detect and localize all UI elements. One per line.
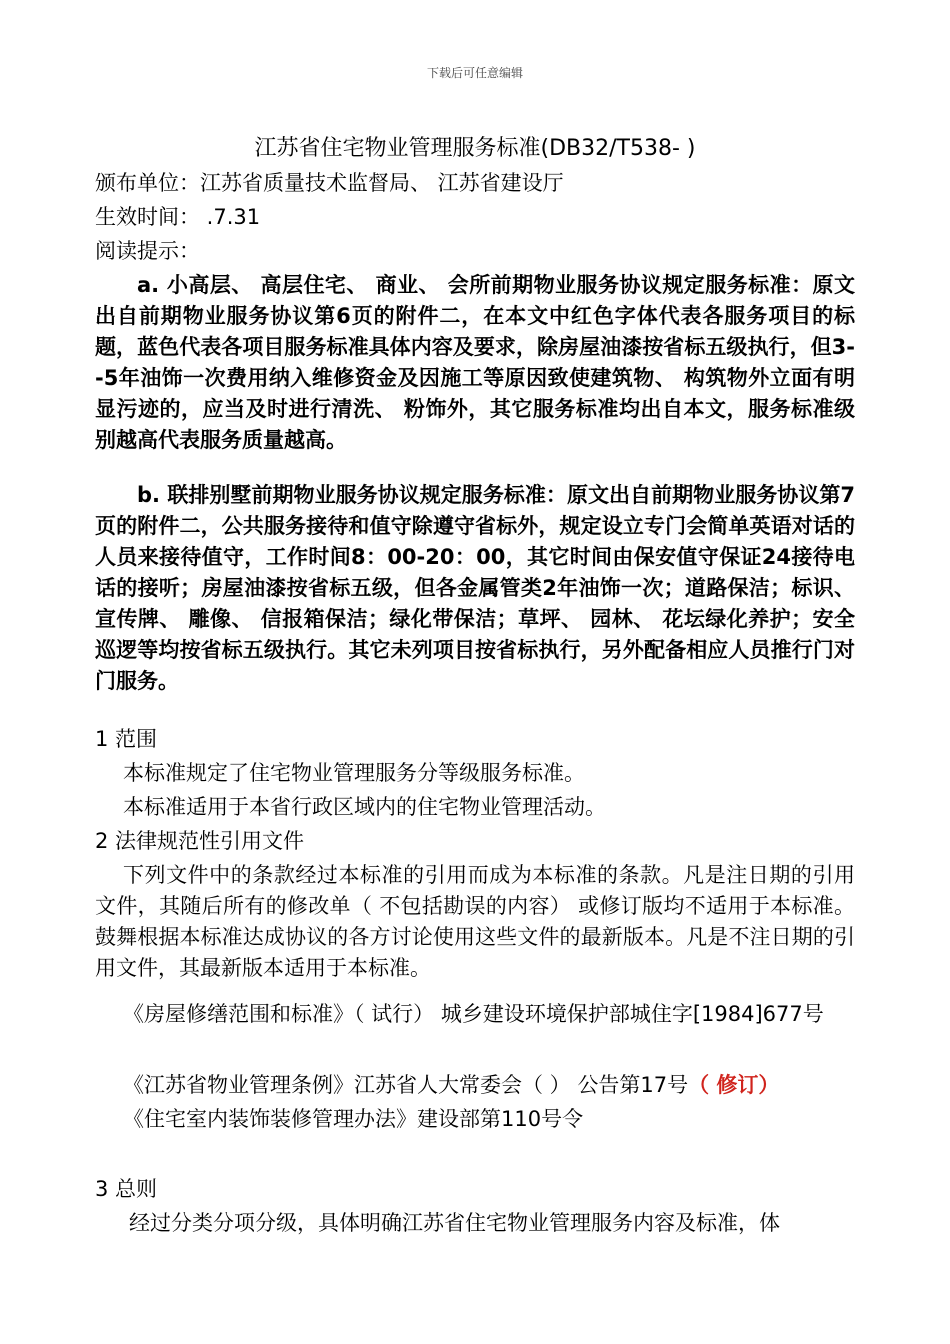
reference-3: 《住宅室内装饰装修管理办法》建设部第110号令 [123, 1107, 584, 1131]
header-note: 下载后可任意编辑 [426, 66, 523, 80]
section-2-heading: 2 法律规范性引用文件 [95, 829, 305, 853]
section-3-para: 经过分类分项分级，具体明确江苏省住宅物业管理服务内容及标准，体 [129, 1211, 780, 1235]
document-title: 江苏省住宅物业管理服务标准(DB32/T538- ) [254, 136, 696, 161]
section-2-para: 下列文件中的条款经过本标准的引用而成为本标准的条款。凡是注日期的引用文件，其随后所有的修改单（ 不包括勘误的内容） 或修订版均不适用于本标准。鼓舞根据本标准达成协议的各方讨论使用这些文件的最新版本。凡是不注日期的引用文件，其最新版本适用于本标准。 [95, 863, 855, 980]
reference-2 [123, 1070, 779, 1100]
reading-tip-para-b: b. 联排别墅前期物业服务协议规定服务标准：原文出自前期物业服务协议第7页的附件二，公共服务接待和值守除遵守省标外，规定设立专门会简单英语对话的人员来接待值守，工作时间8：00-20：00，其它时间由保安值守保证24接待电话的接听；房屋油漆按省标五级，但各金属管类2年油饰一次；道路保洁；标识、 宣传牌、 雕像、 信报箱保洁；绿化带保洁；草坪、 园林、 花坛绿化养护；安全巡逻等均按省标五级执行。其它未列项目按省标执行，另外配备相应人员推行门对门服务。 [95, 483, 855, 693]
section-1-line-2: 本标准适用于本省行政区域内的住宅物业管理活动。 [123, 795, 606, 819]
reading-tip-label: 阅读提示： [95, 239, 200, 263]
effective-date-line: 生效时间： .7.31 [95, 205, 261, 229]
reading-tip-para-a: a. 小高层、 高层住宅、 商业、 会所前期物业服务协议规定服务标准：原文出自前期物业服务协议第6页的附件二，在本文中红色字体代表各服务项目的标题，蓝色代表各项目服务标准具体内容及要求，除房屋油漆按省标五级执行，但3--5年油饰一次费用纳入维修资金及因施工等原因致使建筑物、 构筑物外立面有明显污迹的，应当及时进行清洗、 粉饰外，其它服务标准均出自本文，服务标准级别越高代表服务质量越高。 [95, 273, 855, 452]
reference-2-text: 《江苏省物业管理条例》江苏省人大常委会（ ） 公告第17号 [123, 1073, 689, 1097]
issuer-line: 颁布单位：江苏省质量技术监督局、 江苏省建设厅 [95, 171, 564, 195]
reference-2-revision-note: （ 修订） [688, 1073, 780, 1097]
reference-1: 《房屋修缮范围和标准》（ 试行） 城乡建设环境保护部城住字[1984]677号 [123, 1002, 824, 1026]
section-1-line-1: 本标准规定了住宅物业管理服务分等级服务标准。 [123, 761, 585, 785]
section-3-heading: 3 总则 [95, 1177, 158, 1201]
section-1-heading: 1 范围 [95, 727, 158, 751]
